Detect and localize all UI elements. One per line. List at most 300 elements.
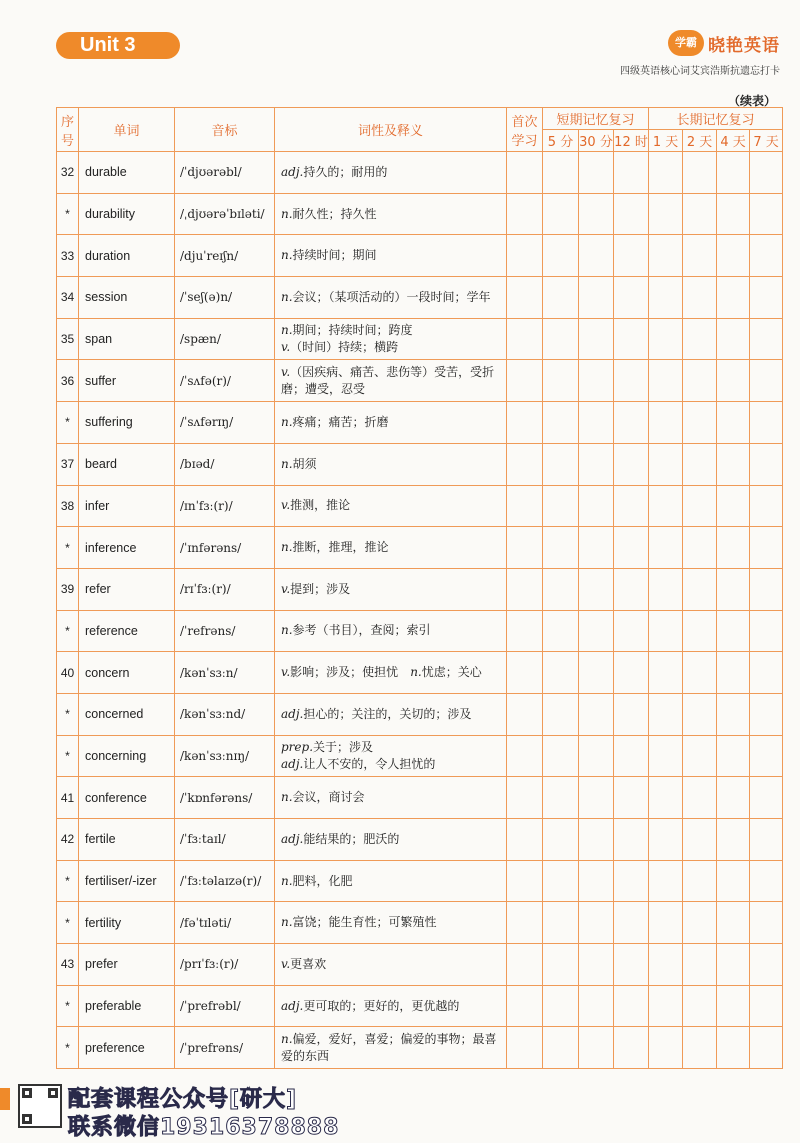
- row-phonetic: /ˌdjʊərəˈbɪləti/: [175, 193, 275, 235]
- row-number: *: [57, 402, 79, 444]
- checkin-cell: [649, 777, 683, 819]
- checkin-cell: [614, 693, 649, 735]
- checkin-cell: [683, 527, 717, 569]
- checkin-cell: [614, 860, 649, 902]
- page-edge-mark: [0, 1088, 10, 1110]
- checkin-cell: [717, 235, 750, 277]
- row-number: 39: [57, 568, 79, 610]
- part-of-speech: n.: [281, 790, 293, 805]
- checkin-cell: [683, 860, 717, 902]
- table-row: [57, 402, 783, 444]
- row-word: prefer: [79, 944, 175, 986]
- header-word: 单词: [79, 108, 175, 152]
- row-word: infer: [79, 485, 175, 527]
- checkin-cell: [614, 777, 649, 819]
- part-of-speech: adj.: [281, 756, 304, 771]
- row-number: 37: [57, 443, 79, 485]
- part-of-speech: v.: [281, 581, 291, 596]
- meaning-text: 推测，推论: [290, 498, 351, 513]
- meaning-text: 忧虑；关心: [421, 665, 482, 680]
- row-word: inference: [79, 527, 175, 569]
- checkin-cell: [579, 985, 614, 1027]
- meaning-text: 让人不安的，令人担忧的: [303, 756, 436, 771]
- row-number: 34: [57, 277, 79, 319]
- checkin-cell: [507, 1027, 543, 1069]
- checkin-cell: [543, 1027, 579, 1069]
- checkin-cell: [750, 360, 783, 402]
- row-word: concerning: [79, 735, 175, 777]
- checkin-cell: [683, 485, 717, 527]
- table-row: [57, 1027, 783, 1069]
- checkin-cell: [579, 402, 614, 444]
- checkin-cell: [579, 318, 614, 360]
- row-word: duration: [79, 235, 175, 277]
- checkin-cell: [543, 152, 579, 194]
- checkin-cell: [614, 360, 649, 402]
- checkin-cell: [750, 610, 783, 652]
- checkin-cell: [683, 902, 717, 944]
- checkin-cell: [614, 527, 649, 569]
- part-of-speech: prep.: [281, 739, 314, 754]
- row-number: *: [57, 985, 79, 1027]
- continued-label: （续表）: [727, 94, 776, 108]
- checkin-cell: [543, 235, 579, 277]
- checkin-cell: [579, 860, 614, 902]
- checkin-cell: [683, 402, 717, 444]
- row-definition: [275, 944, 507, 986]
- row-definition: [275, 235, 507, 277]
- part-of-speech: n.: [281, 414, 293, 429]
- part-of-speech: adj.: [281, 164, 304, 179]
- checkin-cell: [649, 235, 683, 277]
- checkin-cell: [507, 819, 543, 861]
- checkin-cell: [543, 360, 579, 402]
- header-5min: 5 分: [543, 130, 579, 152]
- row-phonetic: /bɪəd/: [175, 443, 275, 485]
- header-30min: 30 分: [579, 130, 614, 152]
- table-row: [57, 360, 783, 402]
- checkin-cell: [649, 944, 683, 986]
- checkin-cell: [507, 193, 543, 235]
- table-row: [57, 985, 783, 1027]
- checkin-cell: [507, 318, 543, 360]
- checkin-cell: [649, 527, 683, 569]
- row-number: 32: [57, 152, 79, 194]
- meaning-text: 关于；涉及: [313, 739, 374, 754]
- meaning-text: 耐久性；持久性: [292, 206, 377, 221]
- table-row: [57, 610, 783, 652]
- part-of-speech: n.: [281, 623, 293, 638]
- header-long-review: 长期记忆复习: [649, 108, 783, 130]
- header-7day: 7 天: [750, 130, 783, 152]
- meaning-text: 会议，商讨会: [292, 790, 365, 805]
- checkin-cell: [543, 277, 579, 319]
- checkin-cell: [750, 860, 783, 902]
- header-definition: 词性及释义: [275, 108, 507, 152]
- row-phonetic: /ˈprefrəns/: [175, 1027, 275, 1069]
- checkin-cell: [649, 819, 683, 861]
- checkin-cell: [683, 568, 717, 610]
- header-4day: 4 天: [717, 130, 750, 152]
- row-word: reference: [79, 610, 175, 652]
- qr-code-icon: [18, 1084, 62, 1128]
- checkin-cell: [614, 152, 649, 194]
- header-2day: 2 天: [683, 130, 717, 152]
- checkin-cell: [543, 193, 579, 235]
- header-1day: 1 天: [649, 130, 683, 152]
- row-phonetic: /ˈkɒnfərəns/: [175, 777, 275, 819]
- row-number: 38: [57, 485, 79, 527]
- checkin-cell: [543, 860, 579, 902]
- row-word: span: [79, 318, 175, 360]
- row-definition: [275, 318, 507, 360]
- checkin-cell: [579, 235, 614, 277]
- row-word: fertility: [79, 902, 175, 944]
- checkin-cell: [543, 568, 579, 610]
- row-definition: [275, 610, 507, 652]
- checkin-cell: [683, 610, 717, 652]
- part-of-speech: adj.: [281, 998, 304, 1013]
- checkin-cell: [579, 652, 614, 694]
- checkin-cell: [614, 735, 649, 777]
- meaning-text: 肥料，化肥: [292, 873, 353, 888]
- checkin-cell: [683, 652, 717, 694]
- checkin-cell: [579, 902, 614, 944]
- unit-label: Unit 3: [56, 32, 180, 59]
- row-phonetic: /kənˈsɜːnd/: [175, 693, 275, 735]
- meaning-text: 更可取的；更好的，更优越的: [303, 998, 460, 1013]
- row-word: beard: [79, 443, 175, 485]
- row-definition: [275, 777, 507, 819]
- checkin-cell: [717, 819, 750, 861]
- row-phonetic: /ˈdjʊərəbl/: [175, 152, 275, 194]
- row-phonetic: /ˈsʌfə(r)/: [175, 360, 275, 402]
- checkin-cell: [649, 652, 683, 694]
- checkin-cell: [683, 235, 717, 277]
- checkin-cell: [507, 610, 543, 652]
- row-phonetic: /kənˈsɜːn/: [175, 652, 275, 694]
- meaning-text: 持久的；耐用的: [303, 164, 388, 179]
- checkin-cell: [717, 402, 750, 444]
- checkin-cell: [543, 944, 579, 986]
- header-12h: 12 时: [614, 130, 649, 152]
- checkin-cell: [717, 277, 750, 319]
- row-number: *: [57, 860, 79, 902]
- part-of-speech: n.: [281, 206, 293, 221]
- checkin-cell: [750, 1027, 783, 1069]
- promo-banner: [0, 1080, 800, 1143]
- checkin-cell: [507, 944, 543, 986]
- checkin-cell: [750, 902, 783, 944]
- checkin-cell: [649, 985, 683, 1027]
- checkin-cell: [683, 944, 717, 986]
- checkin-cell: [579, 944, 614, 986]
- checkin-cell: [543, 610, 579, 652]
- checkin-cell: [717, 693, 750, 735]
- table-row: [57, 235, 783, 277]
- meaning-text: （时间）持续；横跨: [290, 340, 399, 355]
- row-word: fertiliser/-izer: [79, 860, 175, 902]
- checkin-cell: [507, 402, 543, 444]
- part-of-speech: n.: [410, 665, 422, 680]
- checkin-cell: [750, 777, 783, 819]
- checkin-cell: [683, 985, 717, 1027]
- checkin-cell: [750, 568, 783, 610]
- checkin-cell: [614, 985, 649, 1027]
- row-phonetic: /rɪˈfɜː(r)/: [175, 568, 275, 610]
- checkin-cell: [579, 1027, 614, 1069]
- row-number: 36: [57, 360, 79, 402]
- meaning-text: 提到；涉及: [290, 581, 351, 596]
- part-of-speech: n.: [281, 873, 293, 888]
- checkin-cell: [579, 360, 614, 402]
- checkin-cell: [649, 193, 683, 235]
- checkin-cell: [579, 693, 614, 735]
- checkin-cell: [683, 152, 717, 194]
- part-of-speech: n.: [281, 1031, 293, 1046]
- checkin-cell: [750, 527, 783, 569]
- row-phonetic: /fəˈtɪləti/: [175, 902, 275, 944]
- vocab-table: [56, 107, 783, 1069]
- checkin-cell: [649, 152, 683, 194]
- checkin-cell: [614, 443, 649, 485]
- row-number: 42: [57, 819, 79, 861]
- checkin-cell: [750, 402, 783, 444]
- checkin-cell: [717, 1027, 750, 1069]
- row-number: *: [57, 610, 79, 652]
- checkin-cell: [649, 443, 683, 485]
- table-row: [57, 527, 783, 569]
- part-of-speech: v.: [281, 498, 291, 513]
- row-phonetic: /ˈprefrəbl/: [175, 985, 275, 1027]
- meaning-text: 推断，推理，推论: [292, 540, 389, 555]
- row-number: *: [57, 693, 79, 735]
- checkin-cell: [750, 277, 783, 319]
- checkin-cell: [614, 235, 649, 277]
- checkin-cell: [614, 193, 649, 235]
- row-word: durable: [79, 152, 175, 194]
- part-of-speech: n.: [281, 289, 293, 304]
- checkin-cell: [683, 777, 717, 819]
- checkin-cell: [579, 193, 614, 235]
- checkin-cell: [614, 1027, 649, 1069]
- checkin-cell: [649, 610, 683, 652]
- part-of-speech: v.: [281, 340, 291, 355]
- row-definition: [275, 402, 507, 444]
- row-phonetic: /spæn/: [175, 318, 275, 360]
- checkin-cell: [579, 777, 614, 819]
- checkin-cell: [614, 610, 649, 652]
- row-definition: [275, 527, 507, 569]
- checkin-cell: [614, 568, 649, 610]
- meaning-text: 偏爱，爱好，喜爱；偏爱的事物；最喜爱的东西: [281, 1031, 497, 1063]
- row-definition: [275, 860, 507, 902]
- row-definition: [275, 1027, 507, 1069]
- checkin-cell: [507, 152, 543, 194]
- row-definition: [275, 652, 507, 694]
- checkin-cell: [507, 485, 543, 527]
- checkin-cell: [717, 568, 750, 610]
- checkin-cell: [507, 777, 543, 819]
- table-row: [57, 735, 783, 777]
- checkin-cell: [579, 277, 614, 319]
- row-definition: [275, 152, 507, 194]
- checkin-cell: [683, 318, 717, 360]
- checkin-cell: [717, 610, 750, 652]
- checkin-cell: [579, 568, 614, 610]
- part-of-speech: n.: [281, 915, 293, 930]
- row-number: 43: [57, 944, 79, 986]
- checkin-cell: [750, 985, 783, 1027]
- checkin-cell: [683, 360, 717, 402]
- checkin-cell: [683, 819, 717, 861]
- row-definition: [275, 985, 507, 1027]
- meaning-text: 会议；（某项活动的）一段时间；学年: [292, 289, 491, 304]
- meaning-text: 富饶；能生育性；可繁殖性: [292, 915, 437, 930]
- part-of-speech: n.: [281, 323, 293, 338]
- table-row: [57, 693, 783, 735]
- checkin-cell: [614, 819, 649, 861]
- table-row: [57, 652, 783, 694]
- checkin-cell: [750, 152, 783, 194]
- row-number: *: [57, 735, 79, 777]
- table-row: [57, 193, 783, 235]
- checkin-cell: [717, 527, 750, 569]
- row-number: *: [57, 527, 79, 569]
- checkin-cell: [750, 235, 783, 277]
- checkin-cell: [649, 402, 683, 444]
- meaning-text: 更喜欢: [290, 956, 327, 971]
- row-word: durability: [79, 193, 175, 235]
- page-subtitle: 四级英语核心词艾宾浩斯抗遗忘打卡: [620, 66, 780, 77]
- row-definition: [275, 485, 507, 527]
- table-row: [57, 443, 783, 485]
- checkin-cell: [717, 902, 750, 944]
- checkin-cell: [507, 735, 543, 777]
- checkin-cell: [649, 1027, 683, 1069]
- checkin-cell: [507, 360, 543, 402]
- row-definition: [275, 360, 507, 402]
- row-word: suffer: [79, 360, 175, 402]
- checkin-cell: [750, 443, 783, 485]
- checkin-cell: [614, 318, 649, 360]
- promo-line-1: 配套课程公众号[研大]: [68, 1087, 298, 1112]
- checkin-cell: [717, 735, 750, 777]
- header-phonetic: 音标: [175, 108, 275, 152]
- table-row: [57, 568, 783, 610]
- checkin-cell: [507, 985, 543, 1027]
- promo-line-2: 联系微信19316378888: [68, 1115, 340, 1140]
- checkin-cell: [717, 860, 750, 902]
- row-definition: [275, 693, 507, 735]
- checkin-cell: [614, 485, 649, 527]
- checkin-cell: [543, 527, 579, 569]
- checkin-cell: [683, 1027, 717, 1069]
- checkin-cell: [649, 735, 683, 777]
- checkin-cell: [649, 568, 683, 610]
- checkin-cell: [750, 819, 783, 861]
- checkin-cell: [683, 735, 717, 777]
- checkin-cell: [543, 318, 579, 360]
- checkin-cell: [717, 443, 750, 485]
- checkin-cell: [614, 902, 649, 944]
- checkin-cell: [717, 944, 750, 986]
- row-word: concerned: [79, 693, 175, 735]
- checkin-cell: [614, 652, 649, 694]
- checkin-cell: [649, 318, 683, 360]
- checkin-cell: [683, 443, 717, 485]
- row-phonetic: /djuˈreɪʃn/: [175, 235, 275, 277]
- row-definition: [275, 568, 507, 610]
- checkin-cell: [543, 443, 579, 485]
- table-row: [57, 860, 783, 902]
- row-definition: [275, 193, 507, 235]
- brand-name: 晓艳英语: [708, 36, 780, 56]
- part-of-speech: n.: [281, 540, 293, 555]
- brand-logo-icon: 学霸: [668, 30, 704, 56]
- part-of-speech: v.: [281, 364, 291, 379]
- header-short-review: 短期记忆复习: [543, 108, 649, 130]
- checkin-cell: [543, 402, 579, 444]
- checkin-cell: [507, 443, 543, 485]
- row-number: 41: [57, 777, 79, 819]
- checkin-cell: [750, 693, 783, 735]
- checkin-cell: [507, 568, 543, 610]
- row-word: conference: [79, 777, 175, 819]
- meaning-text: 能结果的；肥沃的: [303, 831, 400, 846]
- checkin-cell: [579, 610, 614, 652]
- checkin-cell: [507, 277, 543, 319]
- checkin-cell: [717, 152, 750, 194]
- part-of-speech: v.: [281, 665, 291, 680]
- checkin-cell: [579, 152, 614, 194]
- checkin-cell: [543, 485, 579, 527]
- row-phonetic: /ˈseʃ(ə)n/: [175, 277, 275, 319]
- table-row: [57, 485, 783, 527]
- checkin-cell: [750, 735, 783, 777]
- row-phonetic: /ˈfɜːtəlaɪzə(r)/: [175, 860, 275, 902]
- checkin-cell: [543, 693, 579, 735]
- checkin-cell: [543, 735, 579, 777]
- meaning-text: 持续时间；期间: [292, 248, 377, 263]
- table-row: [57, 777, 783, 819]
- checkin-cell: [717, 360, 750, 402]
- row-number: *: [57, 902, 79, 944]
- checkin-cell: [649, 360, 683, 402]
- part-of-speech: adj.: [281, 831, 304, 846]
- row-number: 33: [57, 235, 79, 277]
- table-row: [57, 277, 783, 319]
- meaning-text: 胡须: [292, 456, 317, 471]
- part-of-speech: v.: [281, 956, 291, 971]
- part-of-speech: n.: [281, 248, 293, 263]
- checkin-cell: [614, 944, 649, 986]
- meaning-text: 期间；持续时间；跨度: [292, 323, 413, 338]
- checkin-cell: [649, 860, 683, 902]
- row-phonetic: /ˈɪnfərəns/: [175, 527, 275, 569]
- row-word: concern: [79, 652, 175, 694]
- row-word: session: [79, 277, 175, 319]
- checkin-cell: [750, 944, 783, 986]
- row-number: 35: [57, 318, 79, 360]
- part-of-speech: n.: [281, 456, 293, 471]
- row-word: suffering: [79, 402, 175, 444]
- part-of-speech: adj.: [281, 706, 304, 721]
- checkin-cell: [543, 652, 579, 694]
- brand: [668, 28, 788, 58]
- checkin-cell: [614, 277, 649, 319]
- meaning-text: 疼痛；痛苦；折磨: [292, 414, 389, 429]
